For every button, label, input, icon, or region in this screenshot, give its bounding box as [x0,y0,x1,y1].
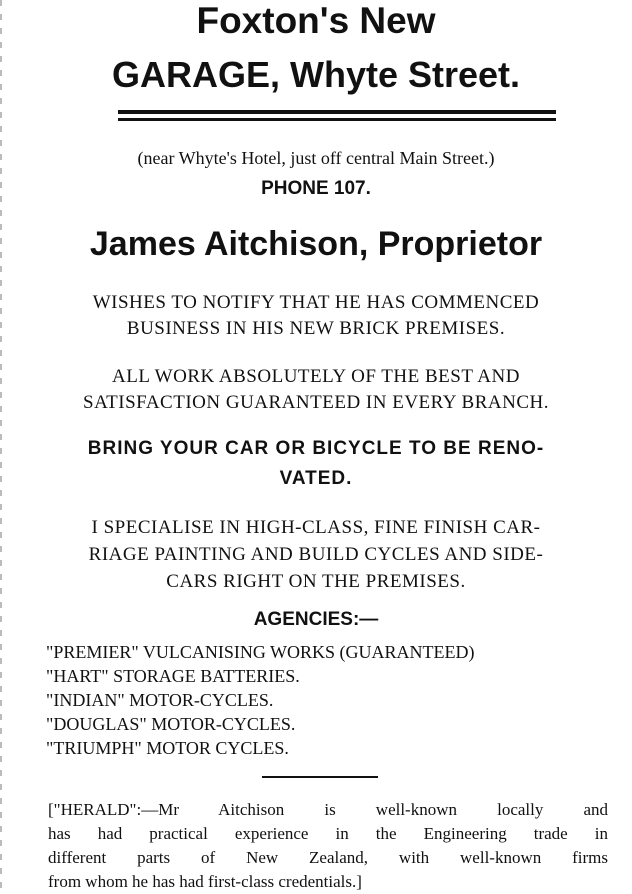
agency-item: "TRIUMPH" MOTOR CYCLES. [46,738,289,758]
herald-note [48,798,608,894]
phone-number: PHONE 107. [261,178,371,199]
herald-line: has had practical experience in the Engineering trade in [48,824,608,843]
guarantee-line: SATISFACTION GUARANTEED IN EVERY BRANCH. [83,392,549,413]
specialise-line: I SPECIALISE IN HIGH-CLASS, FINE FINISH CAR- [91,517,541,538]
specialise-line: RIAGE PAINTING AND BUILD CYCLES AND SIDE- [88,544,544,565]
notice-line: WISHES TO NOTIFY THAT HE HAS COMMENCED [92,292,540,313]
section-divider [262,776,378,778]
agency-item: "INDIAN" MOTOR-CYCLES. [46,690,274,710]
agency-item: "PREMIER" VULCANISING WORKS (GUARANTEED) [46,642,475,662]
headline-line-2: GARAGE, Whyte Street. [111,54,521,95]
agency-item: "HART" STORAGE BATTERIES. [46,666,300,686]
double-rule-top [118,110,556,114]
herald-line: ["HERALD":—Mr Aitchison is well-known locally and [48,800,608,819]
agencies-list [46,640,475,760]
agency-item: "DOUGLAS" MOTOR-CYCLES. [46,714,296,734]
herald-line: different parts of New Zealand, with well-known firms [48,848,608,867]
herald-line: from whom he has had first-class credentials.] [48,872,362,891]
bring-line: BRING YOUR CAR OR BICYCLE TO BE RENO- [87,438,545,459]
double-rule-bottom [118,118,556,121]
location-note: (near Whyte's Hotel, just off central Main Street.) [137,148,495,168]
proprietor-name: James Aitchison, Proprietor [89,225,543,263]
bring-car-paragraph [0,434,632,494]
headline-line-1: Foxton's New [196,0,436,41]
specialise-line: CARS RIGHT ON THE PREMISES. [166,571,466,592]
guarantee-paragraph [0,364,632,416]
specialise-paragraph [0,514,632,595]
notice-line: BUSINESS IN HIS NEW BRICK PREMISES. [126,318,506,339]
bring-line: VATED. [279,468,353,489]
guarantee-line: ALL WORK ABSOLUTELY OF THE BEST AND [112,366,520,387]
notice-paragraph [0,290,632,342]
agencies-heading: AGENCIES:— [253,609,379,630]
